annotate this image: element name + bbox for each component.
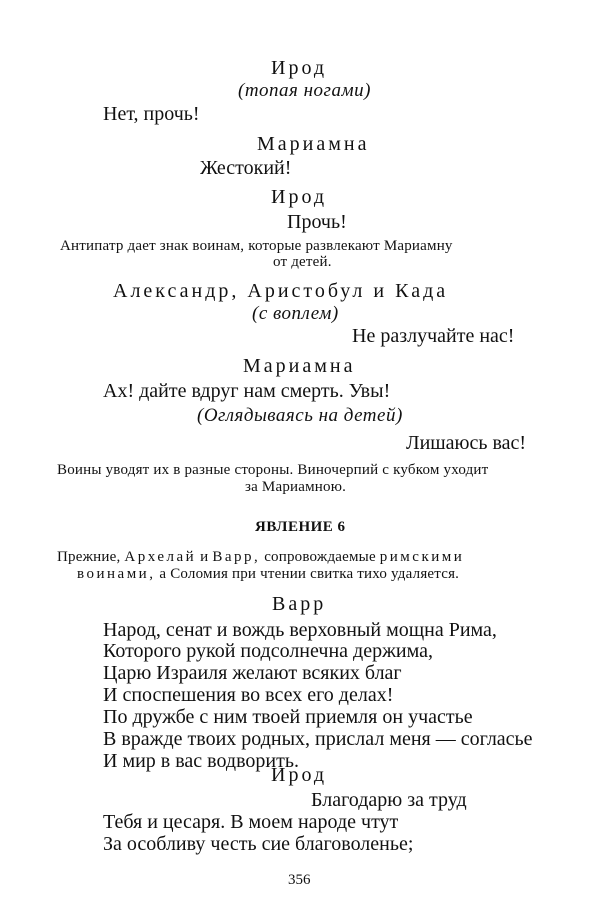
verse-line: Царю Израиля желают всяких благ — [103, 662, 402, 684]
character-varus: Варр, — [212, 549, 261, 565]
speaker-mariamne: Мариамна — [257, 133, 370, 155]
speaker-children: Александр, Аристобул и Када — [113, 280, 449, 302]
stage-word: сопровождаемые — [264, 549, 376, 565]
verse-line: По дружбе с ним твоей приемля он участье — [103, 706, 473, 728]
stage-direction: Антипатр дает знак воинам, которые развлекают Мариамну — [60, 238, 453, 254]
stage-direction: за Мариамною. — [245, 479, 347, 495]
stage-direction — [77, 567, 459, 582]
speaker-herod: Ирод — [271, 57, 328, 79]
stage-word-roman: римскими — [379, 549, 465, 565]
stage-direction: Воины уводят их в разные стороны. Виночерпий с кубком уходит — [57, 462, 489, 478]
verse-line: Лишаюсь вас! — [406, 432, 527, 454]
character-archelaus: Архелай — [124, 549, 197, 565]
speaker-varus: Варр — [272, 593, 327, 615]
stage-direction-stamping: (топая ногами) — [238, 80, 371, 101]
speaker-mariamne: Мариамна — [243, 355, 356, 377]
verse-line: Не разлучайте нас! — [352, 325, 515, 347]
speaker-herod: Ирод — [271, 186, 328, 208]
stage-word: Прежние, — [57, 549, 121, 565]
verse-line: Благодарю за труд — [311, 789, 467, 811]
scene-heading: ЯВЛЕНИЕ 6 — [255, 519, 346, 535]
verse-line: И споспешения во всех его делах! — [103, 684, 394, 706]
stage-word: а Соломия при чтении свитка тихо удаляется. — [159, 566, 460, 582]
verse-line: Народ, сенат и вождь верховный мощна Рима, — [103, 619, 497, 641]
stage-direction-cry: (с воплем) — [252, 303, 339, 324]
stage-word: и — [200, 549, 209, 565]
verse-line: Прочь! — [287, 211, 347, 233]
stage-direction-looking: (Оглядываясь на детей) — [197, 405, 403, 426]
stage-direction: от детей. — [273, 254, 332, 270]
stage-direction — [57, 550, 464, 565]
verse-line: Которого рукой подсолнечна держима, — [103, 640, 433, 662]
verse-line: Нет, прочь! — [103, 103, 200, 125]
speaker-herod: Ирод — [271, 764, 328, 786]
page-number: 356 — [288, 872, 311, 888]
stage-word-soldiers: воинами, — [77, 566, 156, 582]
verse-line: Жестокий! — [200, 157, 292, 179]
verse-line: Тебя и цесаря. В моем народе чтут — [103, 811, 399, 833]
verse-line: Ах! дайте вдруг нам смерть. Увы! — [103, 380, 391, 402]
verse-line: За особливу честь сие благоволенье; — [103, 833, 414, 855]
verse-line: И мир в вас водворить. — [103, 750, 299, 772]
verse-line: В вражде твоих родных, прислал меня — согласье — [103, 728, 533, 750]
